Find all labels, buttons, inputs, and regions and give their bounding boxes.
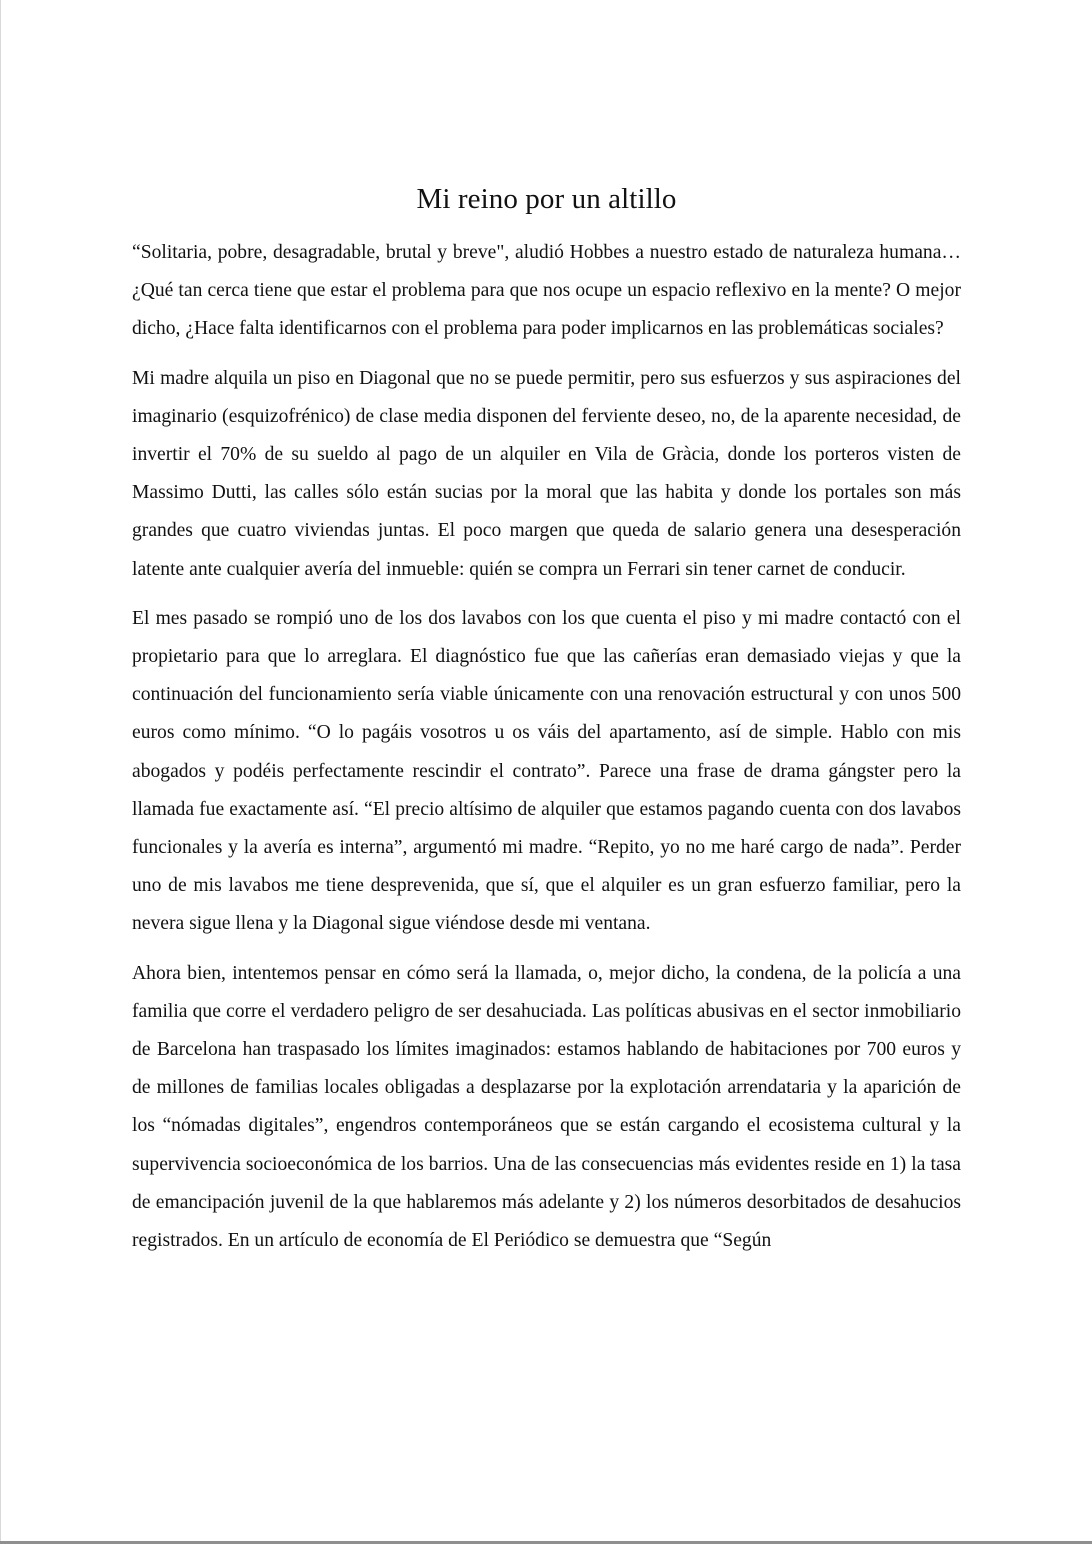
paragraph-broken-bathroom: El mes pasado se rompió uno de los dos lavabos con los que cuenta el piso y mi madre contactó con el propietario para que lo arreglara. El diagnóstico fue que las cañerías eran demasiado viejas y que la continuación del funcionamiento sería viable únicamente con una renovación estructural y con unos 500 euros como mínimo. “O lo pagáis vosotros u os váis del apartamento, así de simple. Hablo con mis abogados y podéis perfectamente rescindir el contrato”. Parece una frase de drama gángster pero la llamada fue exactamente así. “El precio altísimo de alquiler que estamos pagando cuenta con dos lavabos funcionales y la avería es interna”, argumentó mi madre. “Repito, yo no me haré cargo de nada”. Perder uno de mis lavabos me tiene desprevenida, que sí, que el alquiler es un gran esfuerzo familiar, pero la nevera sigue llena y la Diagonal sigue viéndose desde mi ventana. bbox=[132, 607, 961, 935]
document-body bbox=[132, 176, 961, 1271]
paragraph-mother-apartment: Mi madre alquila un piso en Diagonal que no se puede permitir, pero sus esfuerzos y sus aspiraciones del imaginario (esquizofrénico) de clase media disponen del ferviente deseo, no, de la aparente necesidad, de invertir el 70% de su sueldo al pago de un alquiler en Vila de Gràcia, donde los porteros visten de Massimo Dutti, las calles sólo están sucias por la moral que las habita y donde los portales son más grandes que cuatro viviendas juntas. El poco margen que queda de salario genera una desesperación latente ante cualquier avería del inmueble: quién se compra un Ferrari sin tener carnet de conducir. bbox=[132, 367, 961, 580]
document-title: Mi reino por un altillo bbox=[416, 183, 677, 215]
paragraph-evictions: Ahora bien, intentemos pensar en cómo será la llamada, o, mejor dicho, la condena, de la policía a una familia que corre el verdadero peligro de ser desahuciada. Las políticas abusivas en el sector inmobiliario de Barcelona han traspasado los límites imaginados: estamos hablando de habitaciones por 700 euros y de millones de familias locales obligadas a desplazarse por la explotación arrendataria y la aparición de los “nómadas digitales”, engendros contemporáneos que se están cargando el ecosistema cultural y la supervivencia socioeconómica de los barrios. Una de las consecuencias más evidentes reside en 1) la tasa de emancipación juvenil de la que hablaremos más adelante y 2) los números desorbitados de desahucios registrados. En un artículo de economía de El Periódico se demuestra que “Según bbox=[132, 962, 961, 1252]
paragraph-hobbes-quote: “Solitaria, pobre, desagradable, brutal y breve", aludió Hobbes a nuestro estado de naturaleza humana… ¿Qué tan cerca tiene que estar el problema para que nos ocupe un espacio reflexivo en la mente? O mejor dicho, ¿Hace falta identificarnos con el problema para poder implicarnos en las problemáticas sociales? bbox=[132, 242, 961, 340]
